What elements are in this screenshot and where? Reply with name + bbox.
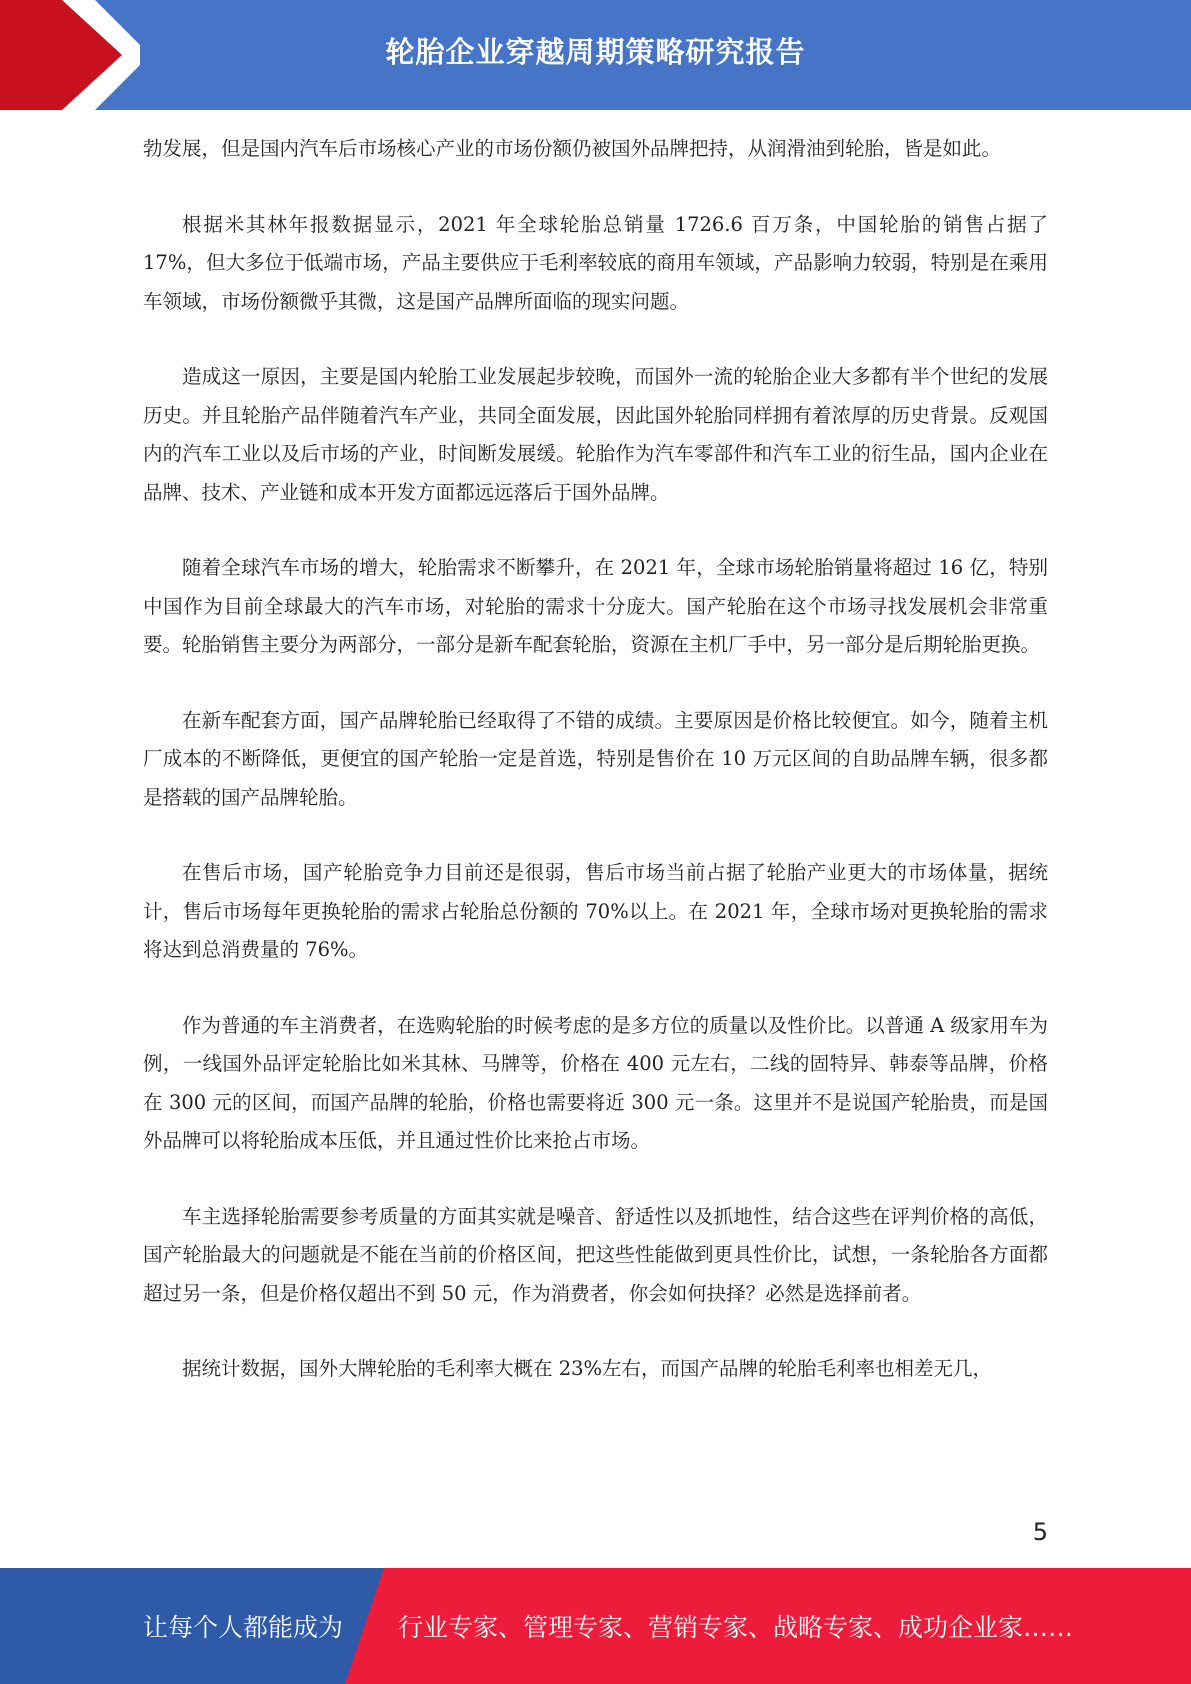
paragraph: 根据米其林年报数据显示，2021 年全球轮胎总销量 1726.6 百万条，中国轮胎的销售占据了 17%，但大多位于低端市场，产品主要供应于毛利率较底的商用车领域，产品影响力较弱，特别是在乘用车领域，市场份额微乎其微，这是国产品牌所面临的现实问题。 bbox=[143, 212, 1048, 313]
paragraph: 在新车配套方面，国产品牌轮胎已经取得了不错的成绩。主要原因是价格比较便宜。如今，随着主机厂成本的不断降低，更便宜的国产轮胎一定是首选，特别是售价在 10 万元区间的自助品牌车辆，很多都是搭载的国产品牌轮胎。 bbox=[143, 708, 1048, 809]
paragraph: 作为普通的车主消费者，在选购轮胎的时候考虑的是多方位的质量以及性价比。以普通 A 级家用车为例，一线国外品评定轮胎比如米其林、马牌等，价格在 400 元左右，二线的固特异、韩泰等品牌，价格在 300 元的区间，而国产品牌的轮胎，价格也需要将近 300 元一条。这里并不是说国产轮胎贵，而是国外品牌可以将轮胎成本压低，并且通过性价比来抢占市场。 bbox=[143, 1013, 1048, 1152]
page-number: 5 bbox=[1032, 1518, 1048, 1546]
footer-slogan-right: 行业专家、管理专家、营销专家、战略专家、成功企业家…… bbox=[398, 1613, 1074, 1642]
document-body bbox=[143, 130, 1048, 1426]
paragraph: 在售后市场，国产轮胎竞争力目前还是很弱，售后市场当前占据了轮胎产业更大的市场体量，据统计，售后市场每年更换轮胎的需求占轮胎总份额的 70%以上。在 2021 年，全球市场对更换轮胎的需求将达到总消费量的 76%。 bbox=[143, 861, 1048, 961]
paragraph: 据统计数据，国外大牌轮胎的毛利率大概在 23%左右，而国产品牌的轮胎毛利率也相差无几， bbox=[182, 1357, 993, 1380]
paragraph: 造成这一原因，主要是国内轮胎工业发展起步较晚，而国外一流的轮胎企业大多都有半个世纪的发展历史。并且轮胎产品伴随着汽车产业，共同全面发展，因此国外轮胎同样拥有着浓厚的历史背景。反观国内的汽车工业以及后市场的产业，时间断发展缓。轮胎作为汽车零部件和汽车工业的衍生品，国内企业在品牌、技术、产业链和成本开发方面都远远落后于国外品牌。 bbox=[143, 365, 1048, 504]
page-footer bbox=[0, 1568, 1191, 1684]
paragraph: 勃发展，但是国内汽车后市场核心产业的市场份额仍被国外品牌把持，从润滑油到轮胎，皆是如此。 bbox=[143, 137, 1002, 160]
report-title: 轮胎企业穿越周期策略研究报告 bbox=[385, 34, 806, 69]
page-header bbox=[0, 0, 1191, 110]
paragraph: 车主选择轮胎需要参考质量的方面其实就是噪音、舒适性以及抓地性，结合这些在评判价格的高低，国产轮胎最大的问题就是不能在当前的价格区间，把这些性能做到更具性价比，试想，一条轮胎各方面都超过另一条，但是价格仅超出不到 50 元，作为消费者，你会如何抉择？必然是选择前者。 bbox=[143, 1204, 1048, 1305]
paragraph: 随着全球汽车市场的增大，轮胎需求不断攀升，在 2021 年，全球市场轮胎销量将超过 16 亿，特别中国作为目前全球最大的汽车市场，对轮胎的需求十分庞大。国产轮胎在这个市场寻找发展机会非常重要。轮胎销售主要分为两部分，一部分是新车配套轮胎，资源在主机厂手中，另一部分是后期轮胎更换。 bbox=[143, 556, 1048, 656]
footer-slogan-left: 让每个人都能成为 bbox=[143, 1613, 344, 1642]
